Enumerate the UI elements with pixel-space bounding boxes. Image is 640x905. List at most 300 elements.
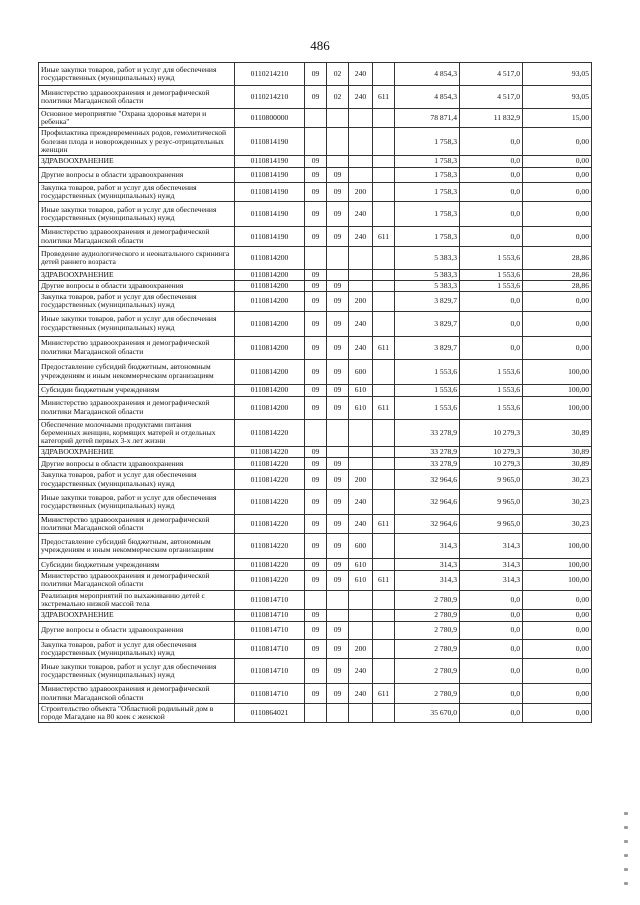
cell-grbs: [373, 534, 395, 559]
cell-subsection: 02: [327, 63, 349, 86]
cell-plan: 1 758,3: [395, 128, 460, 156]
table-row: [39, 156, 592, 168]
table-row: [39, 447, 592, 458]
cell-subsection: 02: [327, 86, 349, 109]
cell-grbs: [373, 128, 395, 156]
cell-expense-type: [349, 458, 373, 470]
cell-code: 0110814710: [235, 684, 305, 703]
cell-fact: 4 517,0: [460, 63, 523, 86]
table-row: [39, 311, 592, 336]
cell-name: Профилактика преждевременных родов, гемолитической болезни плода и новорожденных у резус-отрицательных женщин: [39, 128, 235, 156]
cell-name: Другие вопросы в области здравоохранения: [39, 168, 235, 183]
cell-grbs: [373, 246, 395, 269]
cell-subsection: [327, 269, 349, 280]
cell-plan: 4 854,3: [395, 63, 460, 86]
cell-section: 09: [305, 470, 327, 489]
cell-plan: 5 383,3: [395, 269, 460, 280]
cell-grbs: 611: [373, 336, 395, 359]
cell-fact: 0,0: [460, 622, 523, 640]
cell-percent: 30,23: [523, 470, 592, 489]
cell-section: 09: [305, 659, 327, 684]
cell-section: 09: [305, 281, 327, 292]
cell-fact: 0,0: [460, 156, 523, 168]
cell-name: Реализация мероприятий по выхаживанию детей с экстремально низкой массой тела: [39, 590, 235, 609]
cell-subsection: 09: [327, 292, 349, 311]
cell-name: Другие вопросы в области здравоохранения: [39, 622, 235, 640]
cell-fact: 10 279,3: [460, 419, 523, 447]
cell-plan: 2 780,9: [395, 640, 460, 659]
cell-expense-type: [349, 109, 373, 128]
cell-fact: 314,3: [460, 559, 523, 571]
table-row: [39, 227, 592, 246]
cell-subsection: 09: [327, 311, 349, 336]
cell-expense-type: 610: [349, 396, 373, 419]
cell-percent: 0,00: [523, 336, 592, 359]
table-row: [39, 590, 592, 609]
cell-subsection: [327, 610, 349, 622]
cell-percent: 0,00: [523, 659, 592, 684]
cell-subsection: 09: [327, 640, 349, 659]
cell-plan: 1 758,3: [395, 168, 460, 183]
cell-plan: 1 758,3: [395, 183, 460, 202]
cell-fact: 0,0: [460, 659, 523, 684]
cell-percent: 0,00: [523, 640, 592, 659]
cell-expense-type: [349, 590, 373, 609]
table-row: [39, 622, 592, 640]
cell-name: Иные закупки товаров, работ и услуг для обеспечения государственных (муниципальных) нужд: [39, 202, 235, 227]
cell-plan: 2 780,9: [395, 684, 460, 703]
cell-section: 09: [305, 684, 327, 703]
table-row: [39, 336, 592, 359]
cell-grbs: 611: [373, 227, 395, 246]
cell-code: 0110814200: [235, 359, 305, 384]
cell-expense-type: 200: [349, 292, 373, 311]
cell-code: 0110814220: [235, 571, 305, 590]
cell-fact: 0,0: [460, 128, 523, 156]
cell-expense-type: 600: [349, 534, 373, 559]
table-row: [39, 640, 592, 659]
cell-name: Субсидии бюджетным учреждениям: [39, 559, 235, 571]
cell-code: 0110814200: [235, 336, 305, 359]
cell-section: 09: [305, 202, 327, 227]
cell-fact: 1 553,6: [460, 269, 523, 280]
cell-fact: 0,0: [460, 292, 523, 311]
cell-section: 09: [305, 559, 327, 571]
cell-name: Закупка товаров, работ и услуг для обеспечения государственных (муниципальных) нужд: [39, 470, 235, 489]
cell-percent: 100,00: [523, 396, 592, 419]
budget-table: [38, 62, 592, 723]
cell-percent: 100,00: [523, 534, 592, 559]
cell-expense-type: 240: [349, 684, 373, 703]
cell-code: 0110814190: [235, 156, 305, 168]
scan-mark: [624, 882, 628, 885]
cell-fact: 1 553,6: [460, 359, 523, 384]
cell-expense-type: [349, 246, 373, 269]
cell-name: Закупка товаров, работ и услуг для обеспечения государственных (муниципальных) нужд: [39, 640, 235, 659]
cell-code: 0110814190: [235, 202, 305, 227]
table-row: [39, 292, 592, 311]
cell-name: Иные закупки товаров, работ и услуг для обеспечения государственных (муниципальных) нужд: [39, 489, 235, 514]
cell-plan: 314,3: [395, 571, 460, 590]
table-row: [39, 281, 592, 292]
cell-fact: 0,0: [460, 168, 523, 183]
cell-subsection: 09: [327, 458, 349, 470]
cell-plan: 314,3: [395, 559, 460, 571]
cell-expense-type: 200: [349, 183, 373, 202]
table-row: [39, 384, 592, 396]
table-row: [39, 128, 592, 156]
cell-subsection: [327, 703, 349, 722]
cell-percent: 28,86: [523, 246, 592, 269]
cell-percent: 28,86: [523, 281, 592, 292]
cell-section: [305, 246, 327, 269]
cell-fact: 0,0: [460, 183, 523, 202]
cell-code: 0110814710: [235, 640, 305, 659]
cell-fact: 0,0: [460, 590, 523, 609]
cell-code: 0110814190: [235, 227, 305, 246]
cell-expense-type: 240: [349, 659, 373, 684]
cell-code: 0110814200: [235, 269, 305, 280]
cell-code: 0110814710: [235, 590, 305, 609]
cell-fact: 9 965,0: [460, 514, 523, 533]
cell-expense-type: 240: [349, 311, 373, 336]
cell-code: 0110814220: [235, 534, 305, 559]
cell-code: 0110814190: [235, 128, 305, 156]
cell-percent: 0,00: [523, 292, 592, 311]
cell-subsection: 09: [327, 384, 349, 396]
cell-section: 09: [305, 534, 327, 559]
cell-grbs: [373, 640, 395, 659]
cell-name: Министерство здравоохранения и демографической политики Магаданской области: [39, 336, 235, 359]
cell-expense-type: [349, 419, 373, 447]
cell-code: 0110864021: [235, 703, 305, 722]
table-row: [39, 489, 592, 514]
cell-percent: 30,89: [523, 447, 592, 458]
scan-mark: [624, 826, 628, 829]
cell-grbs: [373, 559, 395, 571]
cell-percent: 100,00: [523, 571, 592, 590]
cell-fact: 0,0: [460, 640, 523, 659]
cell-percent: 100,00: [523, 359, 592, 384]
cell-subsection: 09: [327, 396, 349, 419]
cell-grbs: [373, 419, 395, 447]
cell-section: 09: [305, 514, 327, 533]
cell-plan: 33 278,9: [395, 458, 460, 470]
cell-plan: 314,3: [395, 534, 460, 559]
cell-grbs: [373, 156, 395, 168]
cell-expense-type: [349, 168, 373, 183]
cell-plan: 78 871,4: [395, 109, 460, 128]
table-row: [39, 684, 592, 703]
cell-name: Другие вопросы в области здравоохранения: [39, 458, 235, 470]
cell-fact: 10 279,3: [460, 447, 523, 458]
cell-expense-type: 600: [349, 359, 373, 384]
cell-expense-type: 200: [349, 640, 373, 659]
cell-name: Закупка товаров, работ и услуг для обеспечения государственных (муниципальных) нужд: [39, 183, 235, 202]
cell-subsection: [327, 128, 349, 156]
cell-plan: 1 758,3: [395, 227, 460, 246]
cell-expense-type: 240: [349, 514, 373, 533]
cell-fact: 0,0: [460, 703, 523, 722]
cell-fact: 0,0: [460, 227, 523, 246]
cell-plan: 1 758,3: [395, 202, 460, 227]
cell-percent: 0,00: [523, 622, 592, 640]
cell-plan: 1 553,6: [395, 396, 460, 419]
cell-plan: 35 670,0: [395, 703, 460, 722]
cell-grbs: [373, 590, 395, 609]
cell-subsection: 09: [327, 684, 349, 703]
cell-code: 0110814220: [235, 489, 305, 514]
cell-grbs: [373, 269, 395, 280]
cell-plan: 1 758,3: [395, 156, 460, 168]
cell-fact: 0,0: [460, 336, 523, 359]
table-row: [39, 63, 592, 86]
cell-plan: 5 383,3: [395, 246, 460, 269]
cell-grbs: [373, 458, 395, 470]
cell-expense-type: [349, 128, 373, 156]
cell-section: 09: [305, 292, 327, 311]
cell-percent: 93,05: [523, 63, 592, 86]
cell-subsection: 09: [327, 470, 349, 489]
cell-expense-type: [349, 156, 373, 168]
cell-fact: 1 553,6: [460, 281, 523, 292]
cell-section: 09: [305, 168, 327, 183]
cell-percent: 28,86: [523, 269, 592, 280]
cell-code: 0110814220: [235, 447, 305, 458]
cell-percent: 0,00: [523, 590, 592, 609]
cell-section: 09: [305, 311, 327, 336]
cell-expense-type: 610: [349, 384, 373, 396]
cell-code: 0110814200: [235, 292, 305, 311]
cell-name: Предоставление субсидий бюджетным, автономным учреждениям и иным некоммерческим организациям: [39, 359, 235, 384]
cell-grbs: [373, 202, 395, 227]
table-row: [39, 86, 592, 109]
cell-name: Министерство здравоохранения и демографической политики Магаданской области: [39, 86, 235, 109]
cell-section: 09: [305, 359, 327, 384]
cell-percent: 15,00: [523, 109, 592, 128]
cell-grbs: [373, 610, 395, 622]
cell-fact: 11 832,9: [460, 109, 523, 128]
cell-fact: 1 553,6: [460, 396, 523, 419]
cell-grbs: [373, 281, 395, 292]
table-row: [39, 419, 592, 447]
cell-grbs: [373, 622, 395, 640]
cell-subsection: [327, 109, 349, 128]
cell-subsection: 09: [327, 571, 349, 590]
cell-section: 09: [305, 384, 327, 396]
budget-table-body: [39, 63, 592, 723]
scan-mark: [624, 868, 628, 871]
cell-plan: 5 383,3: [395, 281, 460, 292]
cell-code: 0110214210: [235, 63, 305, 86]
cell-code: 0110814200: [235, 384, 305, 396]
cell-percent: 100,00: [523, 384, 592, 396]
cell-subsection: 09: [327, 183, 349, 202]
cell-name: ЗДРАВООХРАНЕНИЕ: [39, 610, 235, 622]
cell-expense-type: 240: [349, 227, 373, 246]
cell-plan: 2 780,9: [395, 590, 460, 609]
cell-name: ЗДРАВООХРАНЕНИЕ: [39, 269, 235, 280]
cell-percent: 30,23: [523, 514, 592, 533]
cell-grbs: [373, 489, 395, 514]
table-row: [39, 269, 592, 280]
cell-name: Иные закупки товаров, работ и услуг для обеспечения государственных (муниципальных) нужд: [39, 63, 235, 86]
cell-fact: 0,0: [460, 610, 523, 622]
cell-grbs: [373, 292, 395, 311]
cell-name: Иные закупки товаров, работ и услуг для обеспечения государственных (муниципальных) нужд: [39, 311, 235, 336]
cell-section: [305, 590, 327, 609]
cell-grbs: 611: [373, 684, 395, 703]
cell-grbs: [373, 470, 395, 489]
cell-expense-type: [349, 622, 373, 640]
cell-subsection: 09: [327, 489, 349, 514]
table-row: [39, 659, 592, 684]
cell-fact: 0,0: [460, 684, 523, 703]
cell-expense-type: 240: [349, 63, 373, 86]
cell-percent: 0,00: [523, 227, 592, 246]
cell-name: Проведение аудиологического и неонатального скрининга детей раннего возраста: [39, 246, 235, 269]
cell-section: 09: [305, 458, 327, 470]
cell-subsection: [327, 447, 349, 458]
cell-expense-type: 610: [349, 559, 373, 571]
cell-subsection: 09: [327, 336, 349, 359]
cell-percent: 30,23: [523, 489, 592, 514]
cell-fact: 9 965,0: [460, 489, 523, 514]
cell-section: 09: [305, 336, 327, 359]
cell-expense-type: 240: [349, 336, 373, 359]
cell-code: 0110814200: [235, 396, 305, 419]
cell-plan: 2 780,9: [395, 659, 460, 684]
cell-subsection: 09: [327, 281, 349, 292]
cell-section: 09: [305, 489, 327, 514]
cell-section: 09: [305, 156, 327, 168]
cell-percent: 100,00: [523, 559, 592, 571]
cell-section: 09: [305, 183, 327, 202]
cell-code: 0110814220: [235, 559, 305, 571]
cell-fact: 4 517,0: [460, 86, 523, 109]
cell-subsection: 09: [327, 168, 349, 183]
cell-expense-type: [349, 610, 373, 622]
cell-section: 09: [305, 640, 327, 659]
cell-section: [305, 703, 327, 722]
cell-plan: 32 964,6: [395, 489, 460, 514]
cell-expense-type: 240: [349, 202, 373, 227]
cell-section: 09: [305, 269, 327, 280]
cell-fact: 1 553,6: [460, 384, 523, 396]
cell-fact: 314,3: [460, 534, 523, 559]
cell-name: Другие вопросы в области здравоохранения: [39, 281, 235, 292]
cell-plan: 33 278,9: [395, 419, 460, 447]
cell-percent: 30,89: [523, 458, 592, 470]
cell-expense-type: [349, 281, 373, 292]
cell-name: Субсидии бюджетным учреждениям: [39, 384, 235, 396]
cell-expense-type: 200: [349, 470, 373, 489]
table-row: [39, 202, 592, 227]
cell-grbs: [373, 311, 395, 336]
cell-name: Министерство здравоохранения и демографической политики Магаданской области: [39, 396, 235, 419]
table-row: [39, 396, 592, 419]
cell-fact: 9 965,0: [460, 470, 523, 489]
cell-plan: 32 964,6: [395, 470, 460, 489]
cell-section: [305, 109, 327, 128]
table-row: [39, 246, 592, 269]
cell-subsection: 09: [327, 202, 349, 227]
cell-code: 0110814710: [235, 610, 305, 622]
cell-section: 09: [305, 622, 327, 640]
cell-grbs: [373, 359, 395, 384]
cell-percent: 0,00: [523, 311, 592, 336]
cell-code: 0110814190: [235, 168, 305, 183]
cell-code: 0110814220: [235, 470, 305, 489]
scan-mark: [624, 854, 628, 857]
cell-section: 09: [305, 86, 327, 109]
cell-fact: 1 553,6: [460, 246, 523, 269]
cell-section: 09: [305, 396, 327, 419]
cell-grbs: [373, 703, 395, 722]
cell-name: Министерство здравоохранения и демографической политики Магаданской области: [39, 684, 235, 703]
cell-code: 0110814200: [235, 281, 305, 292]
cell-expense-type: 610: [349, 571, 373, 590]
cell-fact: 10 279,3: [460, 458, 523, 470]
scan-mark: [624, 840, 628, 843]
cell-percent: 93,05: [523, 86, 592, 109]
cell-fact: 0,0: [460, 311, 523, 336]
table-row: [39, 470, 592, 489]
cell-percent: 0,00: [523, 610, 592, 622]
table-row: [39, 458, 592, 470]
cell-expense-type: 240: [349, 86, 373, 109]
cell-expense-type: 240: [349, 489, 373, 514]
cell-plan: 33 278,9: [395, 447, 460, 458]
cell-grbs: [373, 384, 395, 396]
scan-mark: [624, 812, 628, 815]
cell-code: 0110800000: [235, 109, 305, 128]
cell-section: 09: [305, 227, 327, 246]
cell-plan: 1 553,6: [395, 359, 460, 384]
cell-percent: 0,00: [523, 684, 592, 703]
cell-name: ЗДРАВООХРАНЕНИЕ: [39, 156, 235, 168]
cell-subsection: [327, 419, 349, 447]
cell-plan: 3 829,7: [395, 292, 460, 311]
cell-expense-type: [349, 703, 373, 722]
cell-subsection: [327, 156, 349, 168]
cell-subsection: 09: [327, 227, 349, 246]
cell-grbs: 611: [373, 514, 395, 533]
cell-percent: 0,00: [523, 183, 592, 202]
cell-percent: 0,00: [523, 703, 592, 722]
cell-code: 0110214210: [235, 86, 305, 109]
cell-name: Министерство здравоохранения и демографической политики Магаданской области: [39, 227, 235, 246]
table-row: [39, 168, 592, 183]
cell-percent: 0,00: [523, 156, 592, 168]
cell-code: 0110814220: [235, 419, 305, 447]
cell-percent: 30,89: [523, 419, 592, 447]
cell-name: Обеспечение молочными продуктами питания беременных женщин, кормящих матерей и отдельных категорий детей первых 3-х лет жизни: [39, 419, 235, 447]
cell-grbs: [373, 109, 395, 128]
cell-percent: 0,00: [523, 202, 592, 227]
table-row: [39, 183, 592, 202]
cell-percent: 0,00: [523, 128, 592, 156]
cell-plan: 2 780,9: [395, 622, 460, 640]
cell-plan: 3 829,7: [395, 336, 460, 359]
cell-subsection: 09: [327, 622, 349, 640]
cell-subsection: 09: [327, 514, 349, 533]
cell-name: Иные закупки товаров, работ и услуг для обеспечения государственных (муниципальных) нужд: [39, 659, 235, 684]
cell-expense-type: [349, 447, 373, 458]
cell-subsection: [327, 590, 349, 609]
table-row: [39, 571, 592, 590]
table-row: [39, 534, 592, 559]
